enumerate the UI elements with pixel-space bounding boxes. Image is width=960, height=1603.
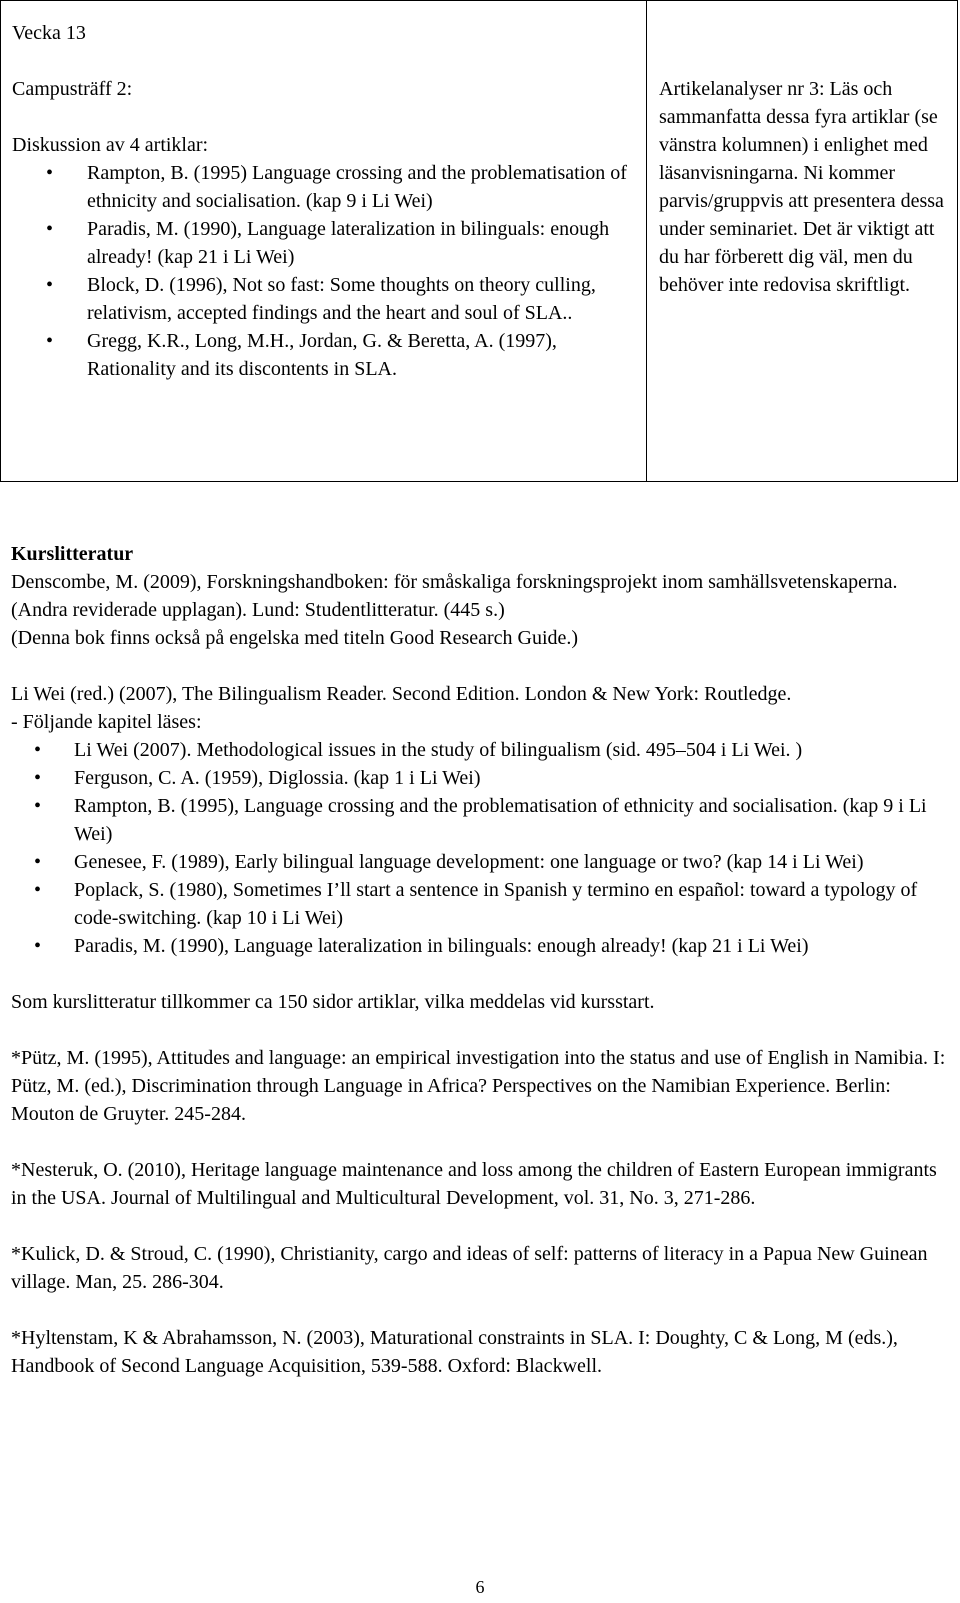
literature-heading: Kurslitteratur (11, 543, 134, 565)
discussion-article-list (12, 159, 646, 383)
list-item: • Poplack, S. (1980), Sometimes I’ll start a sentence in Spanish y termino en español: toward a typology of code-switching. (kap 10 i Li Wei) (0, 876, 932, 932)
schedule-right-cell (647, 1, 958, 482)
reference-putz: *Pütz, M. (1995), Attitudes and language: an empirical investigation into the status and use of English in Namibia. I: Pütz, M. (ed.), Discrimination through Language in Africa? Perspectives on the Namibian Experience. Berlin: Mouton de Gruyter. 245-284. (11, 1047, 946, 1125)
reference-kulick: *Kulick, D. & Stroud, C. (1990), Christianity, cargo and ideas of self: patterns of literacy in a Papua New Guinean village. Man, 25. 286-304. (11, 1243, 928, 1293)
week-label: Vecka 13 (12, 22, 86, 44)
list-item: • Paradis, M. (1990), Language lateralization in bilinguals: enough already! (kap 21 i Li Wei) (0, 932, 932, 960)
reference-nesteruk: *Nesteruk, O. (2010), Heritage language maintenance and loss among the children of Eastern European immigrants in the USA. Journal of Multilingual and Multicultural Development, vol. 31, No. 3, 271-286. (11, 1159, 937, 1209)
reference-liwei: Li Wei (red.) (2007), The Bilingualism Reader. Second Edition. London & New York: Routledge. (11, 683, 792, 705)
literature-section (11, 540, 946, 1380)
chapters-intro: - Följande kapitel läses: (11, 711, 202, 733)
list-item: • Genesee, F. (1989), Early bilingual language development: one language or two? (kap 14 i Li Wei) (0, 848, 932, 876)
list-item: • Gregg, K.R., Long, M.H., Jordan, G. & Beretta, A. (1997), Rationality and its discontents in SLA. (12, 327, 646, 383)
schedule-table (0, 0, 958, 482)
list-item: • Ferguson, C. A. (1959), Diglossia. (kap 1 i Li Wei) (0, 764, 932, 792)
list-item: • Block, D. (1996), Not so fast: Some thoughts on theory culling, relativism, accepted findings and the heart and soul of SLA.. (12, 271, 646, 327)
schedule-row (1, 1, 958, 482)
articles-note: Som kurslitteratur tillkommer ca 150 sidor artiklar, vilka meddelas vid kursstart. (11, 991, 655, 1013)
list-item: • Paradis, M. (1990), Language lateralization in bilinguals: enough already! (kap 21 i Li Wei) (12, 215, 646, 271)
chapter-list (0, 736, 946, 960)
list-item: • Rampton, B. (1995), Language crossing and the problematisation of ethnicity and socialisation. (kap 9 i Li Wei) (0, 792, 932, 848)
list-item: • Li Wei (2007). Methodological issues in the study of bilingualism (sid. 495–504 i Li Wei. ) (0, 736, 932, 764)
page-number: 6 (475, 1577, 485, 1597)
list-item: • Rampton, B. (1995) Language crossing and the problematisation of ethnicity and socialisation. (kap 9 i Li Wei) (12, 159, 646, 215)
reference-denscombe: Denscombe, M. (2009), Forskningshandboken: för småskaliga forskningsprojekt inom samhällsvetenskaperna. (Andra reviderade upplagan). Lund: Studentlitteratur. (445 s.) (11, 571, 898, 621)
campus-title: Campusträff 2: (12, 78, 133, 100)
schedule-left-cell (1, 1, 647, 482)
reference-hyltenstam: *Hyltenstam, K & Abrahamsson, N. (2003), Maturational constraints in SLA. I: Doughty, C & Long, M (eds.), Handbook of Second Language Acquisition, 539-588. Oxford: Blackwell. (11, 1327, 898, 1377)
assignment-text: Artikelanalyser nr 3: Läs och sammanfatta dessa fyra artiklar (se vänstra kolumnen) i enlighet med läsanvisningarna. Ni kommer parvis/gruppvis att presentera dessa under seminariet. Det är viktigt att du har förberett dig väl, men du behöver inte redovisa skriftligt. (659, 78, 944, 296)
discussion-intro: Diskussion av 4 artiklar: (12, 134, 209, 156)
reference-denscombe-note: (Denna bok finns också på engelska med titeln Good Research Guide.) (11, 627, 579, 649)
